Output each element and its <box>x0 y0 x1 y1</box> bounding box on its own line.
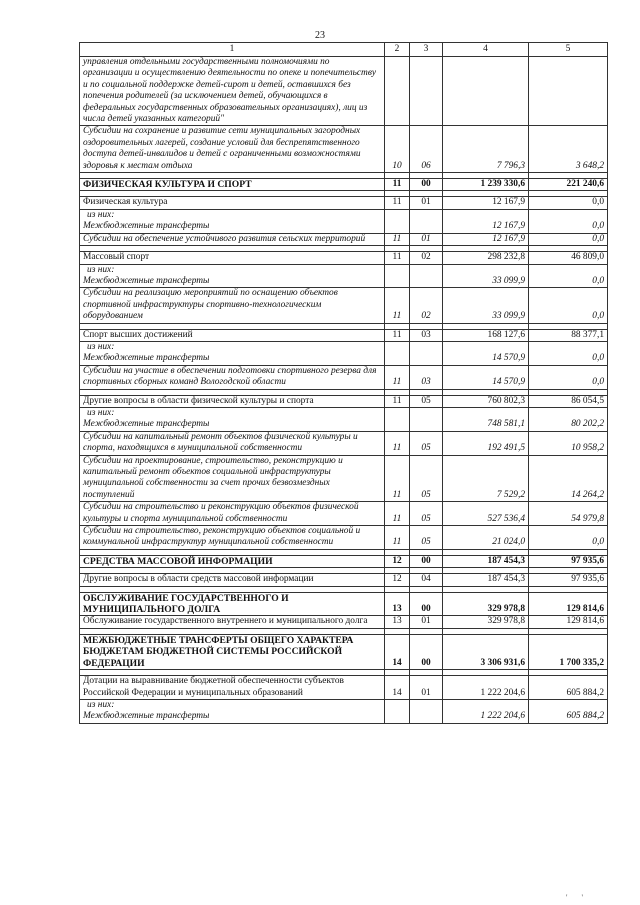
amount-cell-col5: 0,0 <box>529 341 608 365</box>
subsection-code-cell: 00 <box>410 592 443 616</box>
section-code-cell: 13 <box>385 592 410 616</box>
amount-cell-col4: 1 222 204,6 <box>443 676 529 700</box>
row-sublabel: Межбюджетные трансферты <box>83 711 210 722</box>
row-label: Субсидии на капитальный ремонт объектов физической культуры и спорта, находящихся в муниципальной собственности <box>83 431 358 454</box>
amount-cell-col4: 760 802,3 <box>443 395 529 407</box>
row-label: Массовый спорт <box>83 252 150 263</box>
table-row <box>80 431 608 455</box>
section-code-cell: 14 <box>385 634 410 669</box>
row-label-cell <box>80 252 385 264</box>
row-label: из них: <box>87 699 115 710</box>
amount-cell-col5: 14 264,2 <box>529 455 608 502</box>
column-header: 1 <box>80 43 385 57</box>
amount-cell-col5: 10 958,2 <box>529 431 608 455</box>
table-row <box>80 634 608 669</box>
amount-cell-col4 <box>443 57 529 126</box>
column-header: 5 <box>529 43 608 57</box>
row-label-cell <box>80 288 385 323</box>
row-label: Дотации на выравнивание бюджетной обеспеченности субъектов Российской Федерации и муниципальных образований <box>83 676 344 698</box>
subsection-code-cell: 05 <box>410 526 443 550</box>
amount-cell-col4: 192 491,5 <box>443 431 529 455</box>
amount-cell-col4: 187 454,3 <box>443 574 529 586</box>
table-row <box>80 264 608 288</box>
amount-cell-col5: 97 935,6 <box>529 574 608 586</box>
amount-cell-col4: 14 570,9 <box>443 365 529 389</box>
subsection-code-cell: 00 <box>410 555 443 567</box>
amount-cell-col4: 33 099,9 <box>443 288 529 323</box>
subsection-code-cell: 05 <box>410 455 443 502</box>
amount-cell-col5: 3 648,2 <box>529 126 608 173</box>
amount-cell-col5: 129 814,6 <box>529 616 608 628</box>
row-label-cell <box>80 455 385 502</box>
subsection-code-cell: 04 <box>410 574 443 586</box>
amount-cell-col5: 88 377,1 <box>529 329 608 341</box>
row-label: Субсидии на сохранение и развитие сети муниципальных загородных оздоровительных лагерей, создание условий для беспрепятственного доступа детей-инвалидов и детей с ограниченными возможностями здоровья к местам отдыха <box>83 126 361 171</box>
subsection-code-cell: 02 <box>410 288 443 323</box>
row-label-cell <box>80 329 385 341</box>
row-label-cell <box>80 365 385 389</box>
row-label-cell <box>80 431 385 455</box>
page-corner-mark: ' ' <box>566 893 589 902</box>
row-label: ФИЗИЧЕСКАЯ КУЛЬТУРА И СПОРТ <box>83 179 252 191</box>
subsection-code-cell: 06 <box>410 126 443 173</box>
row-label: СРЕДСТВА МАССОВОЙ ИНФОРМАЦИИ <box>83 555 273 567</box>
amount-cell-col4: 329 978,8 <box>443 592 529 616</box>
row-label: Субсидии на обеспечение устойчивого развития сельских территорий <box>83 233 366 244</box>
amount-cell-col5: 0,0 <box>529 197 608 209</box>
table-row <box>80 288 608 323</box>
table-row <box>80 574 608 586</box>
section-code-cell: 11 <box>385 252 410 264</box>
section-code-cell: 11 <box>385 288 410 323</box>
section-code-cell: 12 <box>385 555 410 567</box>
section-code-cell <box>385 209 410 233</box>
budget-table <box>79 42 608 724</box>
row-label-cell <box>80 574 385 586</box>
table-row <box>80 455 608 502</box>
row-sublabel: Межбюджетные трансферты <box>83 275 210 286</box>
row-label-cell <box>80 699 385 723</box>
table-row <box>80 592 608 616</box>
subsection-code-cell: 01 <box>410 616 443 628</box>
table-row <box>80 209 608 233</box>
amount-cell-col4: 7 529,2 <box>443 455 529 502</box>
row-label: из них: <box>87 209 115 220</box>
amount-cell-col5: 97 935,6 <box>529 555 608 567</box>
amount-cell-col5: 129 814,6 <box>529 592 608 616</box>
amount-cell-col4: 748 581,1 <box>443 407 529 431</box>
row-label: управления отдельными государственными полномочиями по организации и осуществлению деятельности по опеке и попечительству и по социальной поддержке детей-сирот и детей, оставшихся без попечения родителей (за исключением детей, обучающихся в федеральных государственных образовательных организациях), лиц из числа детей указанных категорий" <box>83 57 377 125</box>
row-label-cell <box>80 197 385 209</box>
table-header-row <box>80 43 608 57</box>
table-row <box>80 502 608 526</box>
row-label-cell <box>80 555 385 567</box>
section-code-cell <box>385 699 410 723</box>
subsection-code-cell <box>410 699 443 723</box>
section-code-cell: 11 <box>385 197 410 209</box>
amount-cell-col4: 21 024,0 <box>443 526 529 550</box>
row-label: Субсидии на проектирование, строительство, реконструкцию и капитальный ремонт объектов социальной инфраструктуры муниципальной собственности за счет прочих безвозмездных поступлений <box>83 455 343 500</box>
subsection-code-cell: 01 <box>410 197 443 209</box>
section-code-cell: 13 <box>385 616 410 628</box>
row-label: МЕЖБЮДЖЕТНЫЕ ТРАНСФЕРТЫ ОБЩЕГО ХАРАКТЕРА БЮДЖЕТАМ БЮДЖЕТНОЙ СИСТЕМЫ РОССИЙСКОЙ ФЕДЕРАЦИИ <box>83 634 354 669</box>
table-row <box>80 233 608 245</box>
row-label-cell <box>80 407 385 431</box>
table-row <box>80 395 608 407</box>
table-row <box>80 179 608 191</box>
subsection-code-cell: 03 <box>410 365 443 389</box>
row-label: Обслуживание государственного внутреннего и муниципального долга <box>83 616 368 627</box>
table-row <box>80 699 608 723</box>
amount-cell-col5: 54 979,8 <box>529 502 608 526</box>
subsection-code-cell: 01 <box>410 676 443 700</box>
subsection-code-cell: 00 <box>410 634 443 669</box>
amount-cell-col4: 168 127,6 <box>443 329 529 341</box>
row-label: из них: <box>87 264 115 275</box>
row-label-cell <box>80 209 385 233</box>
subsection-code-cell <box>410 264 443 288</box>
amount-cell-col4: 1 222 204,6 <box>443 699 529 723</box>
table-row <box>80 616 608 628</box>
row-label-cell <box>80 592 385 616</box>
row-label: Физическая культура <box>83 197 168 208</box>
table-row <box>80 57 608 126</box>
column-header: 4 <box>443 43 529 57</box>
amount-cell-col4: 33 099,9 <box>443 264 529 288</box>
row-label-cell <box>80 179 385 191</box>
amount-cell-col5: 86 054,5 <box>529 395 608 407</box>
table-row <box>80 329 608 341</box>
table-row <box>80 252 608 264</box>
section-code-cell: 11 <box>385 502 410 526</box>
section-code-cell: 11 <box>385 526 410 550</box>
amount-cell-col5 <box>529 57 608 126</box>
table-row <box>80 526 608 550</box>
row-label-cell <box>80 502 385 526</box>
row-label-cell <box>80 341 385 365</box>
amount-cell-col5: 1 700 335,2 <box>529 634 608 669</box>
section-code-cell: 11 <box>385 233 410 245</box>
amount-cell-col4: 329 978,8 <box>443 616 529 628</box>
amount-cell-col4: 7 796,3 <box>443 126 529 173</box>
row-label-cell <box>80 634 385 669</box>
section-code-cell: 12 <box>385 574 410 586</box>
row-label-cell <box>80 57 385 126</box>
subsection-code-cell: 02 <box>410 252 443 264</box>
section-code-cell: 11 <box>385 329 410 341</box>
section-code-cell: 11 <box>385 455 410 502</box>
section-code-cell: 11 <box>385 431 410 455</box>
row-label-cell <box>80 126 385 173</box>
table-row <box>80 555 608 567</box>
amount-cell-col4: 1 239 330,6 <box>443 179 529 191</box>
subsection-code-cell: 05 <box>410 431 443 455</box>
row-sublabel: Межбюджетные трансферты <box>83 419 210 430</box>
subsection-code-cell: 00 <box>410 179 443 191</box>
amount-cell-col4: 12 167,9 <box>443 233 529 245</box>
amount-cell-col4: 12 167,9 <box>443 209 529 233</box>
column-header: 3 <box>410 43 443 57</box>
table-row <box>80 676 608 700</box>
page-number: 23 <box>315 30 325 41</box>
amount-cell-col5: 605 884,2 <box>529 699 608 723</box>
row-label-cell <box>80 526 385 550</box>
table-row <box>80 126 608 173</box>
amount-cell-col5: 0,0 <box>529 365 608 389</box>
row-label: Спорт высших достижений <box>83 329 193 340</box>
amount-cell-col4: 3 306 931,6 <box>443 634 529 669</box>
row-label: Субсидии на строительство и реконструкцию объектов физической культуры и спорта муниципальной собственности <box>83 502 359 524</box>
section-code-cell: 11 <box>385 365 410 389</box>
section-code-cell: 10 <box>385 126 410 173</box>
amount-cell-col5: 0,0 <box>529 264 608 288</box>
amount-cell-col5: 0,0 <box>529 288 608 323</box>
section-code-cell <box>385 341 410 365</box>
row-label: Другие вопросы в области средств массовой информации <box>83 574 314 585</box>
subsection-code-cell: 03 <box>410 329 443 341</box>
row-label-cell <box>80 395 385 407</box>
table-body <box>80 57 608 724</box>
section-code-cell <box>385 57 410 126</box>
row-label-cell <box>80 676 385 700</box>
section-code-cell: 11 <box>385 179 410 191</box>
row-sublabel: Межбюджетные трансферты <box>83 221 210 232</box>
subsection-code-cell <box>410 341 443 365</box>
row-label-cell <box>80 233 385 245</box>
row-sublabel: Межбюджетные трансферты <box>83 353 210 364</box>
section-code-cell: 11 <box>385 395 410 407</box>
row-label: из них: <box>87 407 115 418</box>
row-label: из них: <box>87 341 115 352</box>
subsection-code-cell <box>410 407 443 431</box>
table-row <box>80 197 608 209</box>
subsection-code-cell: 01 <box>410 233 443 245</box>
row-label: ОБСЛУЖИВАНИЕ ГОСУДАРСТВЕННОГО И МУНИЦИПАЛЬНОГО ДОЛГА <box>83 592 289 616</box>
row-label-cell <box>80 616 385 628</box>
section-code-cell: 14 <box>385 676 410 700</box>
amount-cell-col5: 0,0 <box>529 209 608 233</box>
amount-cell-col4: 298 232,8 <box>443 252 529 264</box>
table-row <box>80 365 608 389</box>
row-label: Другие вопросы в области физической культуры и спорта <box>83 395 314 406</box>
table-row <box>80 341 608 365</box>
amount-cell-col5: 221 240,6 <box>529 179 608 191</box>
amount-cell-col5: 605 884,2 <box>529 676 608 700</box>
row-label: Субсидии на строительство, реконструкцию объектов социальной и коммунальной инфраструктур муниципальной собственности <box>83 526 361 548</box>
table-row <box>80 407 608 431</box>
section-code-cell <box>385 407 410 431</box>
amount-cell-col5: 0,0 <box>529 233 608 245</box>
subsection-code-cell: 05 <box>410 395 443 407</box>
subsection-code-cell: 05 <box>410 502 443 526</box>
section-code-cell <box>385 264 410 288</box>
amount-cell-col4: 527 536,4 <box>443 502 529 526</box>
row-label-cell <box>80 264 385 288</box>
amount-cell-col5: 46 809,0 <box>529 252 608 264</box>
amount-cell-col4: 12 167,9 <box>443 197 529 209</box>
row-label: Субсидии на участие в обеспечении подготовки спортивного резерва для спортивных сборных команд Вологодской области <box>83 365 377 388</box>
amount-cell-col5: 80 202,2 <box>529 407 608 431</box>
amount-cell-col4: 14 570,9 <box>443 341 529 365</box>
amount-cell-col5: 0,0 <box>529 526 608 550</box>
column-header: 2 <box>385 43 410 57</box>
subsection-code-cell <box>410 57 443 126</box>
amount-cell-col4: 187 454,3 <box>443 555 529 567</box>
subsection-code-cell <box>410 209 443 233</box>
row-label: Субсидии на реализацию мероприятий по оснащению объектов спортивной инфраструктуры спортивно-технологическим оборудованием <box>83 288 338 322</box>
